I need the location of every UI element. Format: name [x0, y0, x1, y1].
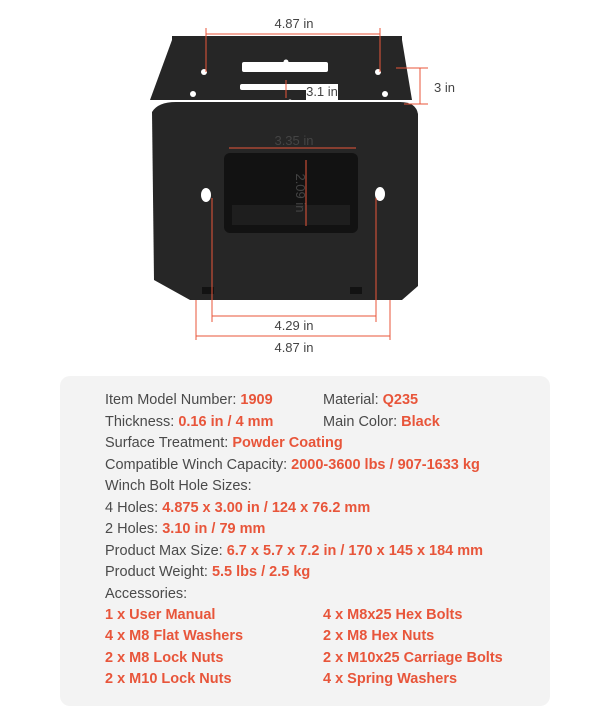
accessory-item: 1 x User Manual [105, 607, 216, 623]
spec-2-holes: 2 Holes: 3.10 in / 79 mm [105, 521, 266, 537]
spec-material: Material: Q235 [323, 392, 419, 408]
spec-thickness: Thickness: 0.16 in / 4 mm [105, 414, 274, 430]
dim-height-label: 3 in [434, 80, 455, 95]
spec-color: Main Color: Black [323, 414, 440, 430]
accessory-item: 2 x M10 Lock Nuts [105, 671, 232, 687]
center-window-floor [232, 205, 350, 225]
side-hole-left [201, 188, 211, 202]
dim-top-width-label: 4.87 in [274, 16, 314, 31]
dim-hole-span-label: 4.29 in [274, 318, 314, 333]
spec-weight: Product Weight: 5.5 lbs / 2.5 kg [105, 564, 311, 580]
spec-capacity: Compatible Winch Capacity: 2000-3600 lbs / 907-1633 kg [105, 457, 480, 473]
spec-bolt-holes: Winch Bolt Hole Sizes: [105, 478, 252, 494]
spec-max-size: Product Max Size: 6.7 x 5.7 x 7.2 in / 170 x 145 x 184 mm [105, 543, 484, 559]
top-hole [382, 91, 388, 97]
dim-bottom-width-label: 4.87 in [274, 340, 314, 355]
accessory-item: 2 x M10x25 Carriage Bolts [323, 650, 503, 666]
accessory-item: 4 x Spring Washers [323, 671, 458, 687]
accessory-item: 4 x M8 Flat Washers [105, 628, 244, 644]
accessory-item: 2 x M8 Lock Nuts [105, 650, 224, 666]
spec-surface: Surface Treatment: Powder Coating [105, 435, 343, 451]
dim-window-height-label: 2.09 in [293, 173, 308, 213]
specs-panel [60, 376, 550, 706]
accessory-item: 2 x M8 Hex Nuts [323, 628, 435, 644]
spec-model: Item Model Number: 1909 [105, 392, 273, 408]
top-hole [190, 91, 196, 97]
spec-4-holes: 4 Holes: 4.875 x 3.00 in / 124 x 76.2 mm [105, 500, 371, 516]
dim-slot-label: 3.1 in [306, 84, 338, 99]
bottom-hole-right [350, 287, 362, 294]
spec-accessories: Accessories: [105, 586, 188, 602]
top-hole [284, 60, 289, 65]
dim-window-width-label: 3.35 in [274, 133, 314, 148]
accessory-item: 4 x M8x25 Hex Bolts [323, 607, 463, 623]
